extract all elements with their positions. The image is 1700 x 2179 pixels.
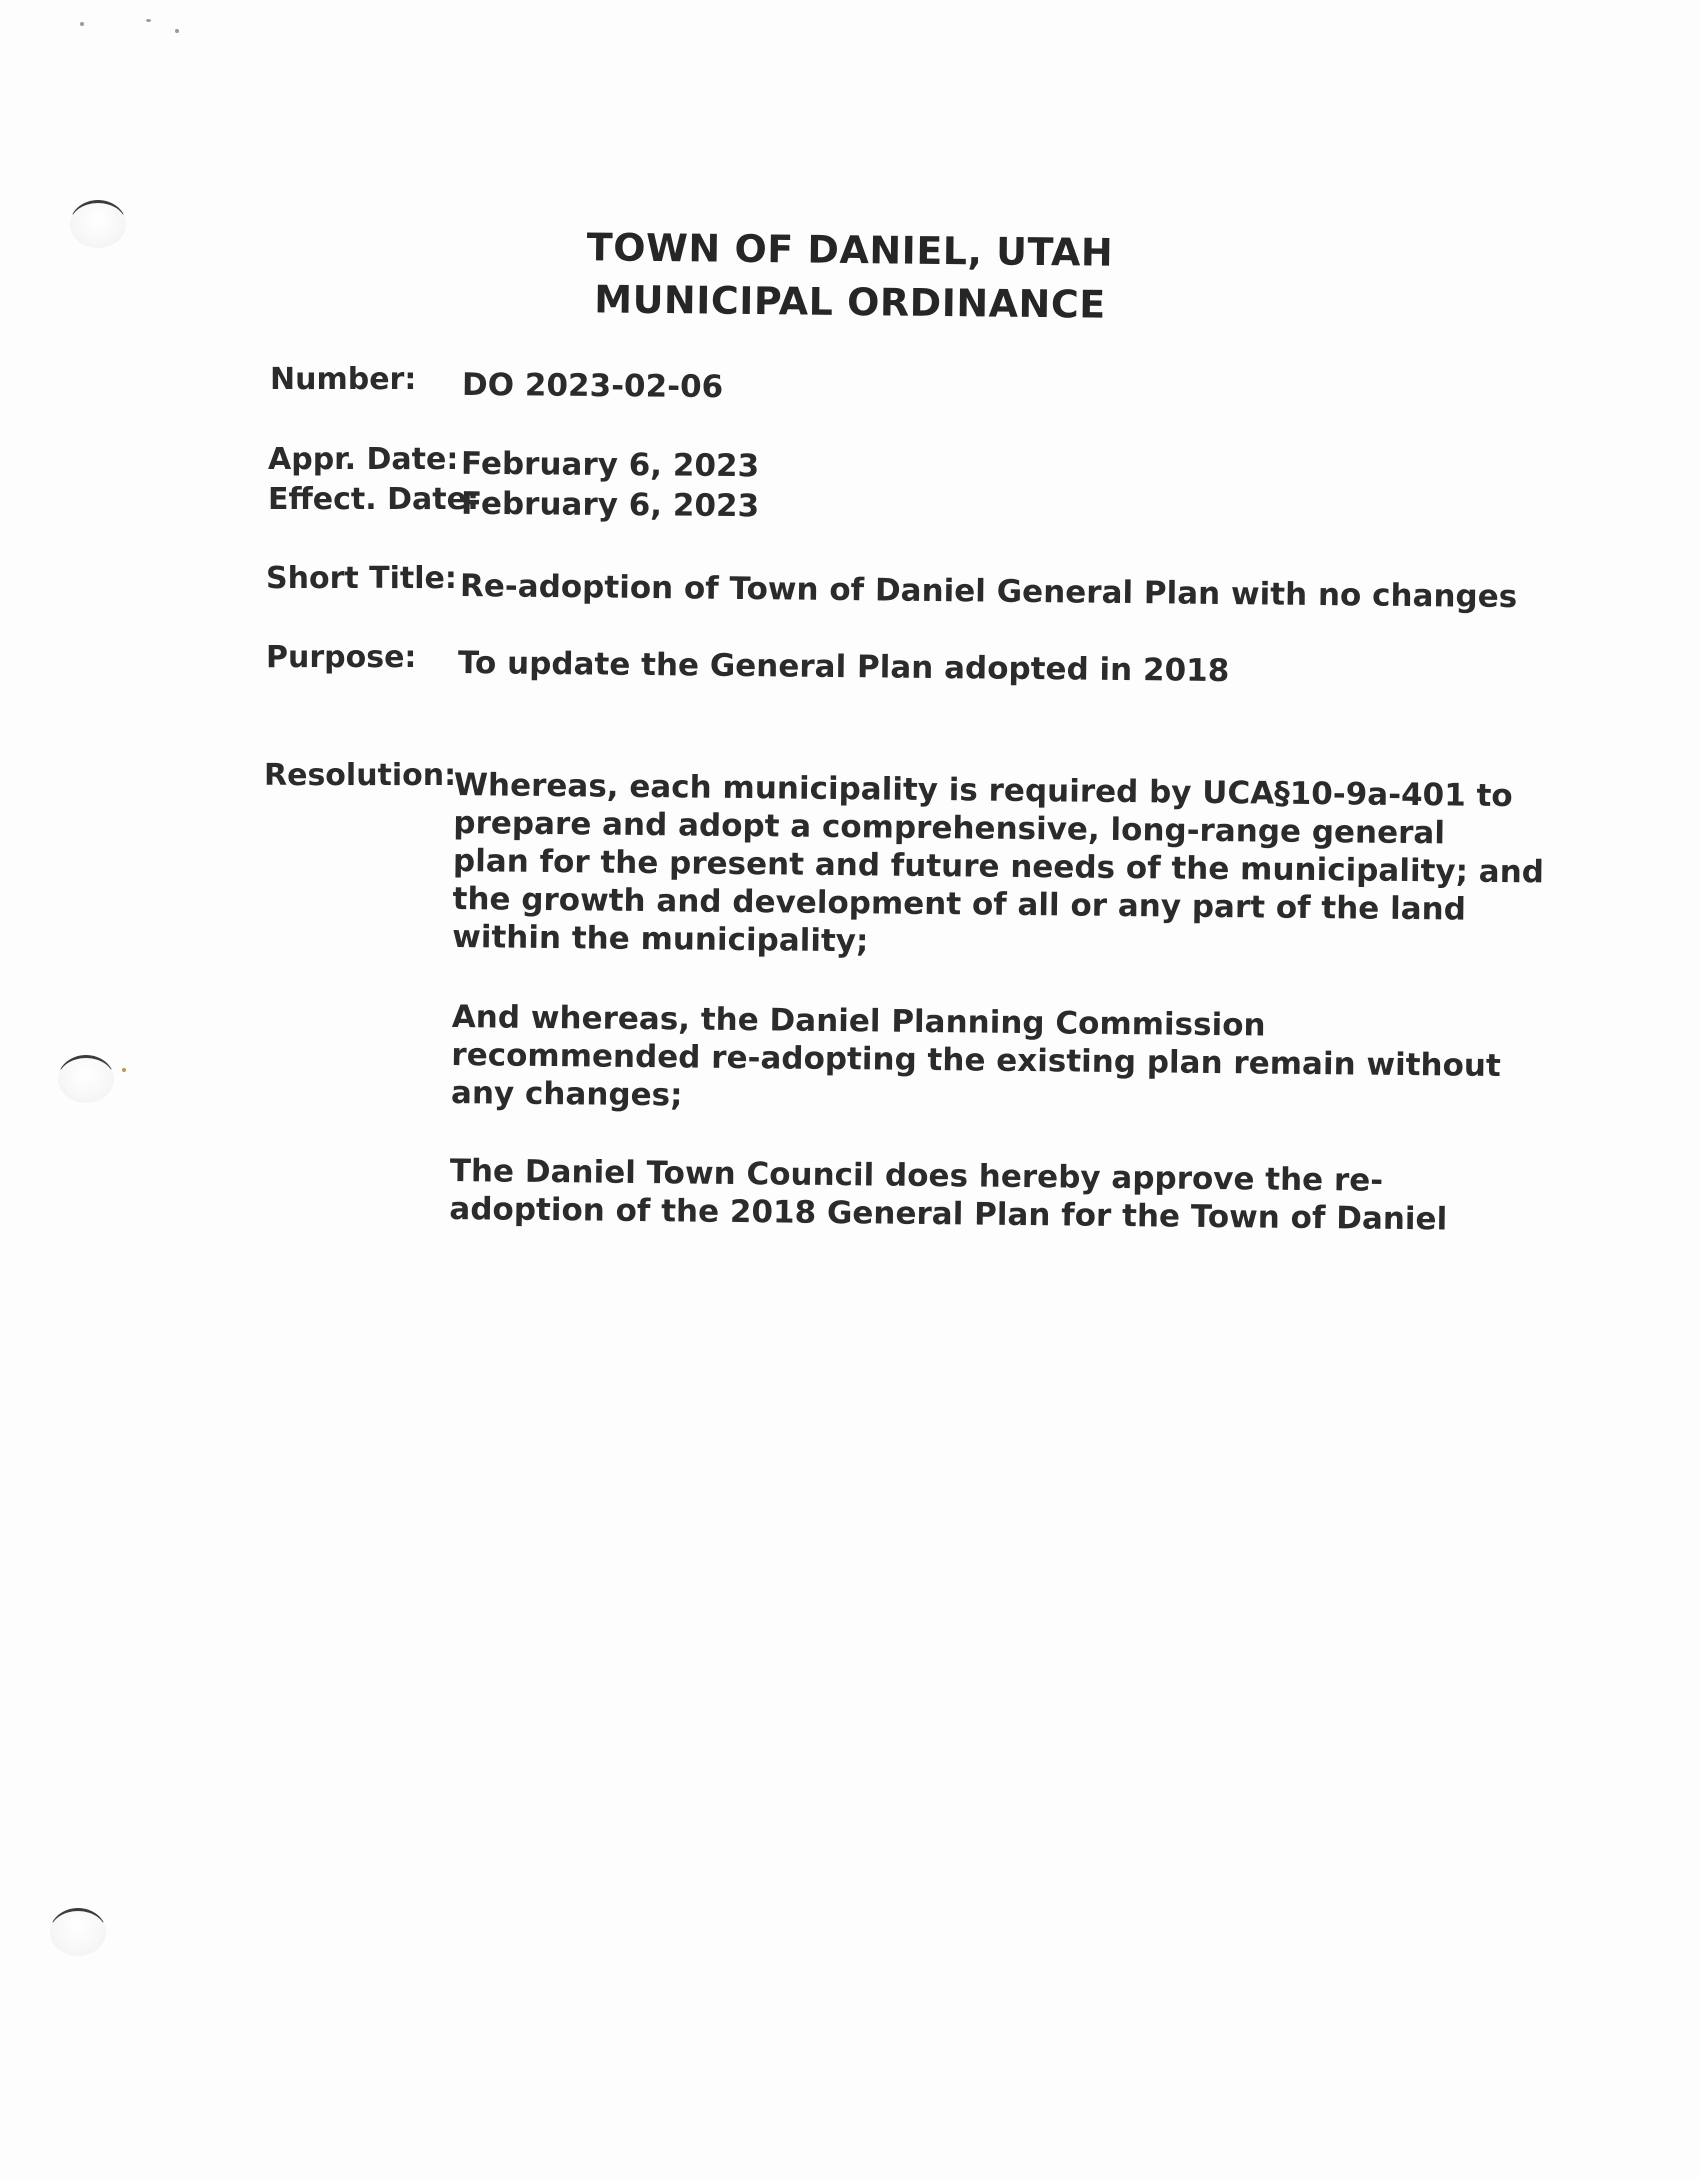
text-line: within the municipality;	[452, 918, 869, 960]
purpose-value: To update the General Plan adopted in 2018	[457, 645, 1230, 690]
resolution-paragraph-2	[450, 998, 1501, 1122]
resolution-paragraph-1	[452, 766, 1545, 966]
punch-hole	[50, 1908, 106, 1956]
text-line: And whereas, the Daniel Planning Commission	[451, 998, 1266, 1044]
scan-speck	[122, 1068, 126, 1072]
document-title-line2: MUNICIPAL ORDINANCE	[594, 277, 1106, 327]
resolution-label: Resolution:	[264, 758, 457, 793]
number-value: DO 2023-02-06	[461, 366, 724, 406]
text-line: The Daniel Town Council does hereby approve the re-	[449, 1153, 1384, 1199]
document-title-line1: TOWN OF DANIEL, UTAH	[586, 225, 1114, 275]
resolution-paragraph-3	[449, 1152, 1448, 1238]
text-line: plan for the present and future needs of the municipality; and	[452, 842, 1545, 891]
text-line: adoption of the 2018 General Plan for the Town of Daniel	[449, 1190, 1448, 1238]
short-title-value: Re-adoption of Town of Daniel General Plan with no changes	[459, 568, 1518, 616]
scan-speck	[146, 19, 151, 22]
scan-speck	[175, 29, 179, 33]
effect-date-label: Effect. Date:	[268, 482, 479, 517]
text-line: Whereas, each municipality is required by UCA§10-9a-401 to	[453, 766, 1513, 815]
text-line: any changes;	[450, 1074, 683, 1114]
effect-date-value: February 6, 2023	[460, 485, 760, 525]
text-line: the growth and development of all or any part of the land	[452, 880, 1467, 928]
appr-date-value: February 6, 2023	[460, 445, 760, 485]
appr-date-label: Appr. Date:	[268, 442, 459, 477]
text-line: recommended re-adopting the existing plan remain without	[451, 1036, 1501, 1084]
punch-hole	[58, 1055, 114, 1103]
punch-hole	[70, 200, 126, 248]
purpose-label: Purpose:	[266, 640, 417, 675]
short-title-label: Short Title:	[266, 561, 457, 596]
scan-speck	[80, 22, 84, 26]
number-label: Number:	[270, 362, 417, 397]
text-line: prepare and adopt a comprehensive, long-range general	[453, 804, 1446, 852]
